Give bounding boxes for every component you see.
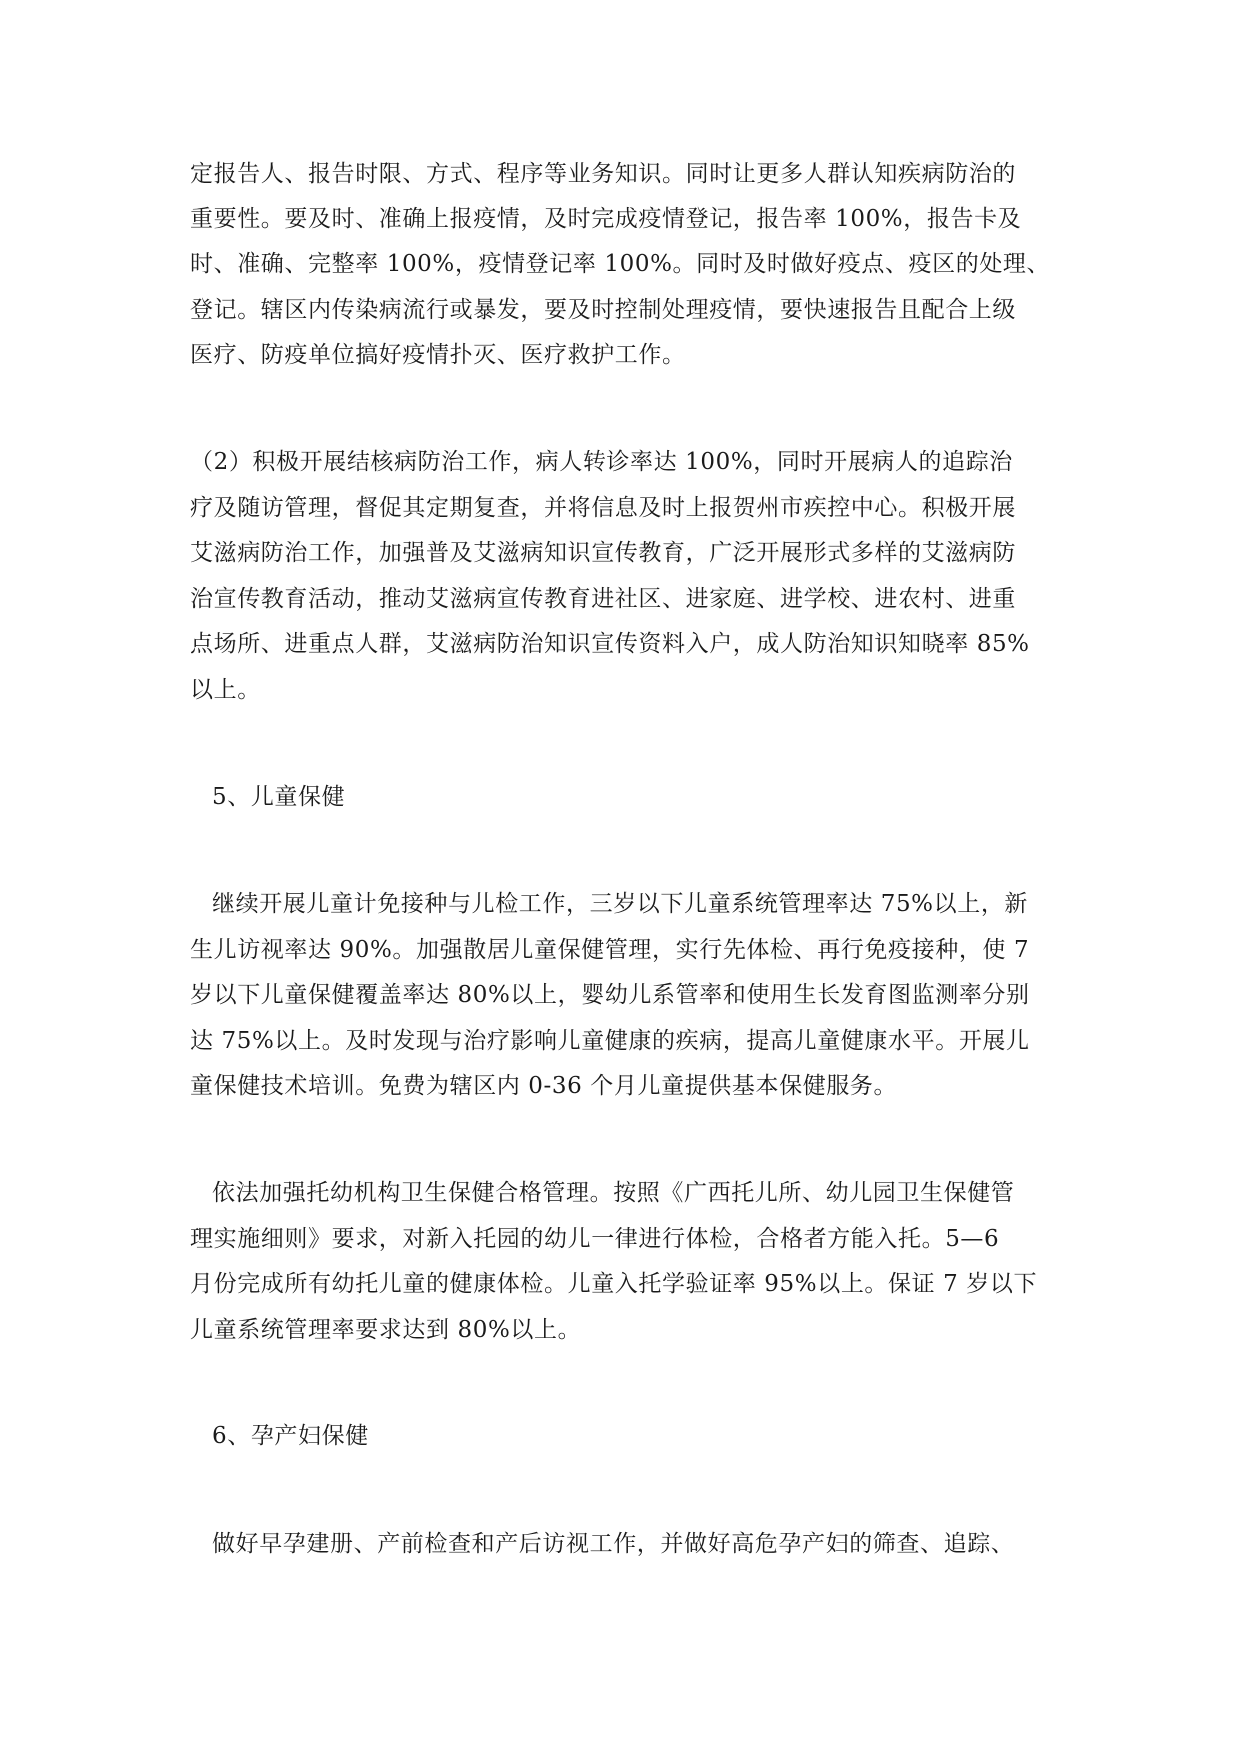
text-line: 儿童系统管理率要求达到 80%以上。: [190, 1317, 582, 1343]
text-line: 月份完成所有幼托儿童的健康体检。儿童入托学验证率 95%以上。保证 7 岁以下: [190, 1271, 1038, 1297]
text-line: 重要性。要及时、准确上报疫情，及时完成疫情登记，报告率 100%，报告卡及: [190, 206, 1022, 232]
text-line: 点场所、进重点人群，艾滋病防治知识宣传资料入户，成人防治知识知晓率 85%: [190, 631, 1030, 657]
text-line: 达 75%以上。及时发现与治疗影响儿童健康的疾病，提高儿童健康水平。开展儿: [190, 1028, 1030, 1054]
text-line: 时、准确、完整率 100%，疫情登记率 100%。同时及时做好疫点、疫区的处理、: [190, 251, 1051, 277]
text-line: 做好早孕建册、产前检查和产后访视工作，并做好高危孕产妇的筛查、追踪、: [212, 1531, 1015, 1557]
text-line: 艾滋病防治工作，加强普及艾滋病知识宣传教育，广泛开展形式多样的艾滋病防: [190, 540, 1016, 566]
section-heading-child-health: 5、儿童保健: [212, 784, 346, 810]
text-line: 理实施细则》要求，对新入托园的幼儿一律进行体检，合格者方能入托。5—6: [190, 1226, 1000, 1252]
text-line: 医疗、防疫单位搞好疫情扑灭、医疗救护工作。: [190, 342, 686, 368]
text-line: 依法加强托幼机构卫生保健合格管理。按照《广西托儿所、幼儿园卫生保健管: [212, 1180, 1015, 1206]
text-line: 童保健技术培训。免费为辖区内 0-36 个月儿童提供基本保健服务。: [190, 1073, 898, 1099]
text-line: （2）积极开展结核病防治工作，病人转诊率达 100%，同时开展病人的追踪治: [190, 449, 1013, 475]
text-line: 以上。: [190, 677, 261, 703]
text-line: 治宣传教育活动，推动艾滋病宣传教育进社区、进家庭、进学校、进农村、进重: [190, 586, 1016, 612]
text-line: 疗及随访管理，督促其定期复查，并将信息及时上报贺州市疾控中心。积极开展: [190, 495, 1016, 521]
section-heading-maternal-health: 6、孕产妇保健: [212, 1423, 369, 1449]
text-line: 继续开展儿童计免接种与儿检工作，三岁以下儿童系统管理率达 75%以上，新: [212, 891, 1029, 917]
text-line: 登记。辖区内传染病流行或暴发，要及时控制处理疫情，要快速报告且配合上级: [190, 297, 1016, 323]
text-line: 生儿访视率达 90%。加强散居儿童保健管理，实行先体检、再行免疫接种，使 7: [190, 937, 1030, 963]
text-line: 定报告人、报告时限、方式、程序等业务知识。同时让更多人群认知疾病防治的: [190, 161, 1016, 187]
text-line: 岁以下儿童保健覆盖率达 80%以上，婴幼儿系管率和使用生长发育图监测率分别: [190, 982, 1030, 1008]
